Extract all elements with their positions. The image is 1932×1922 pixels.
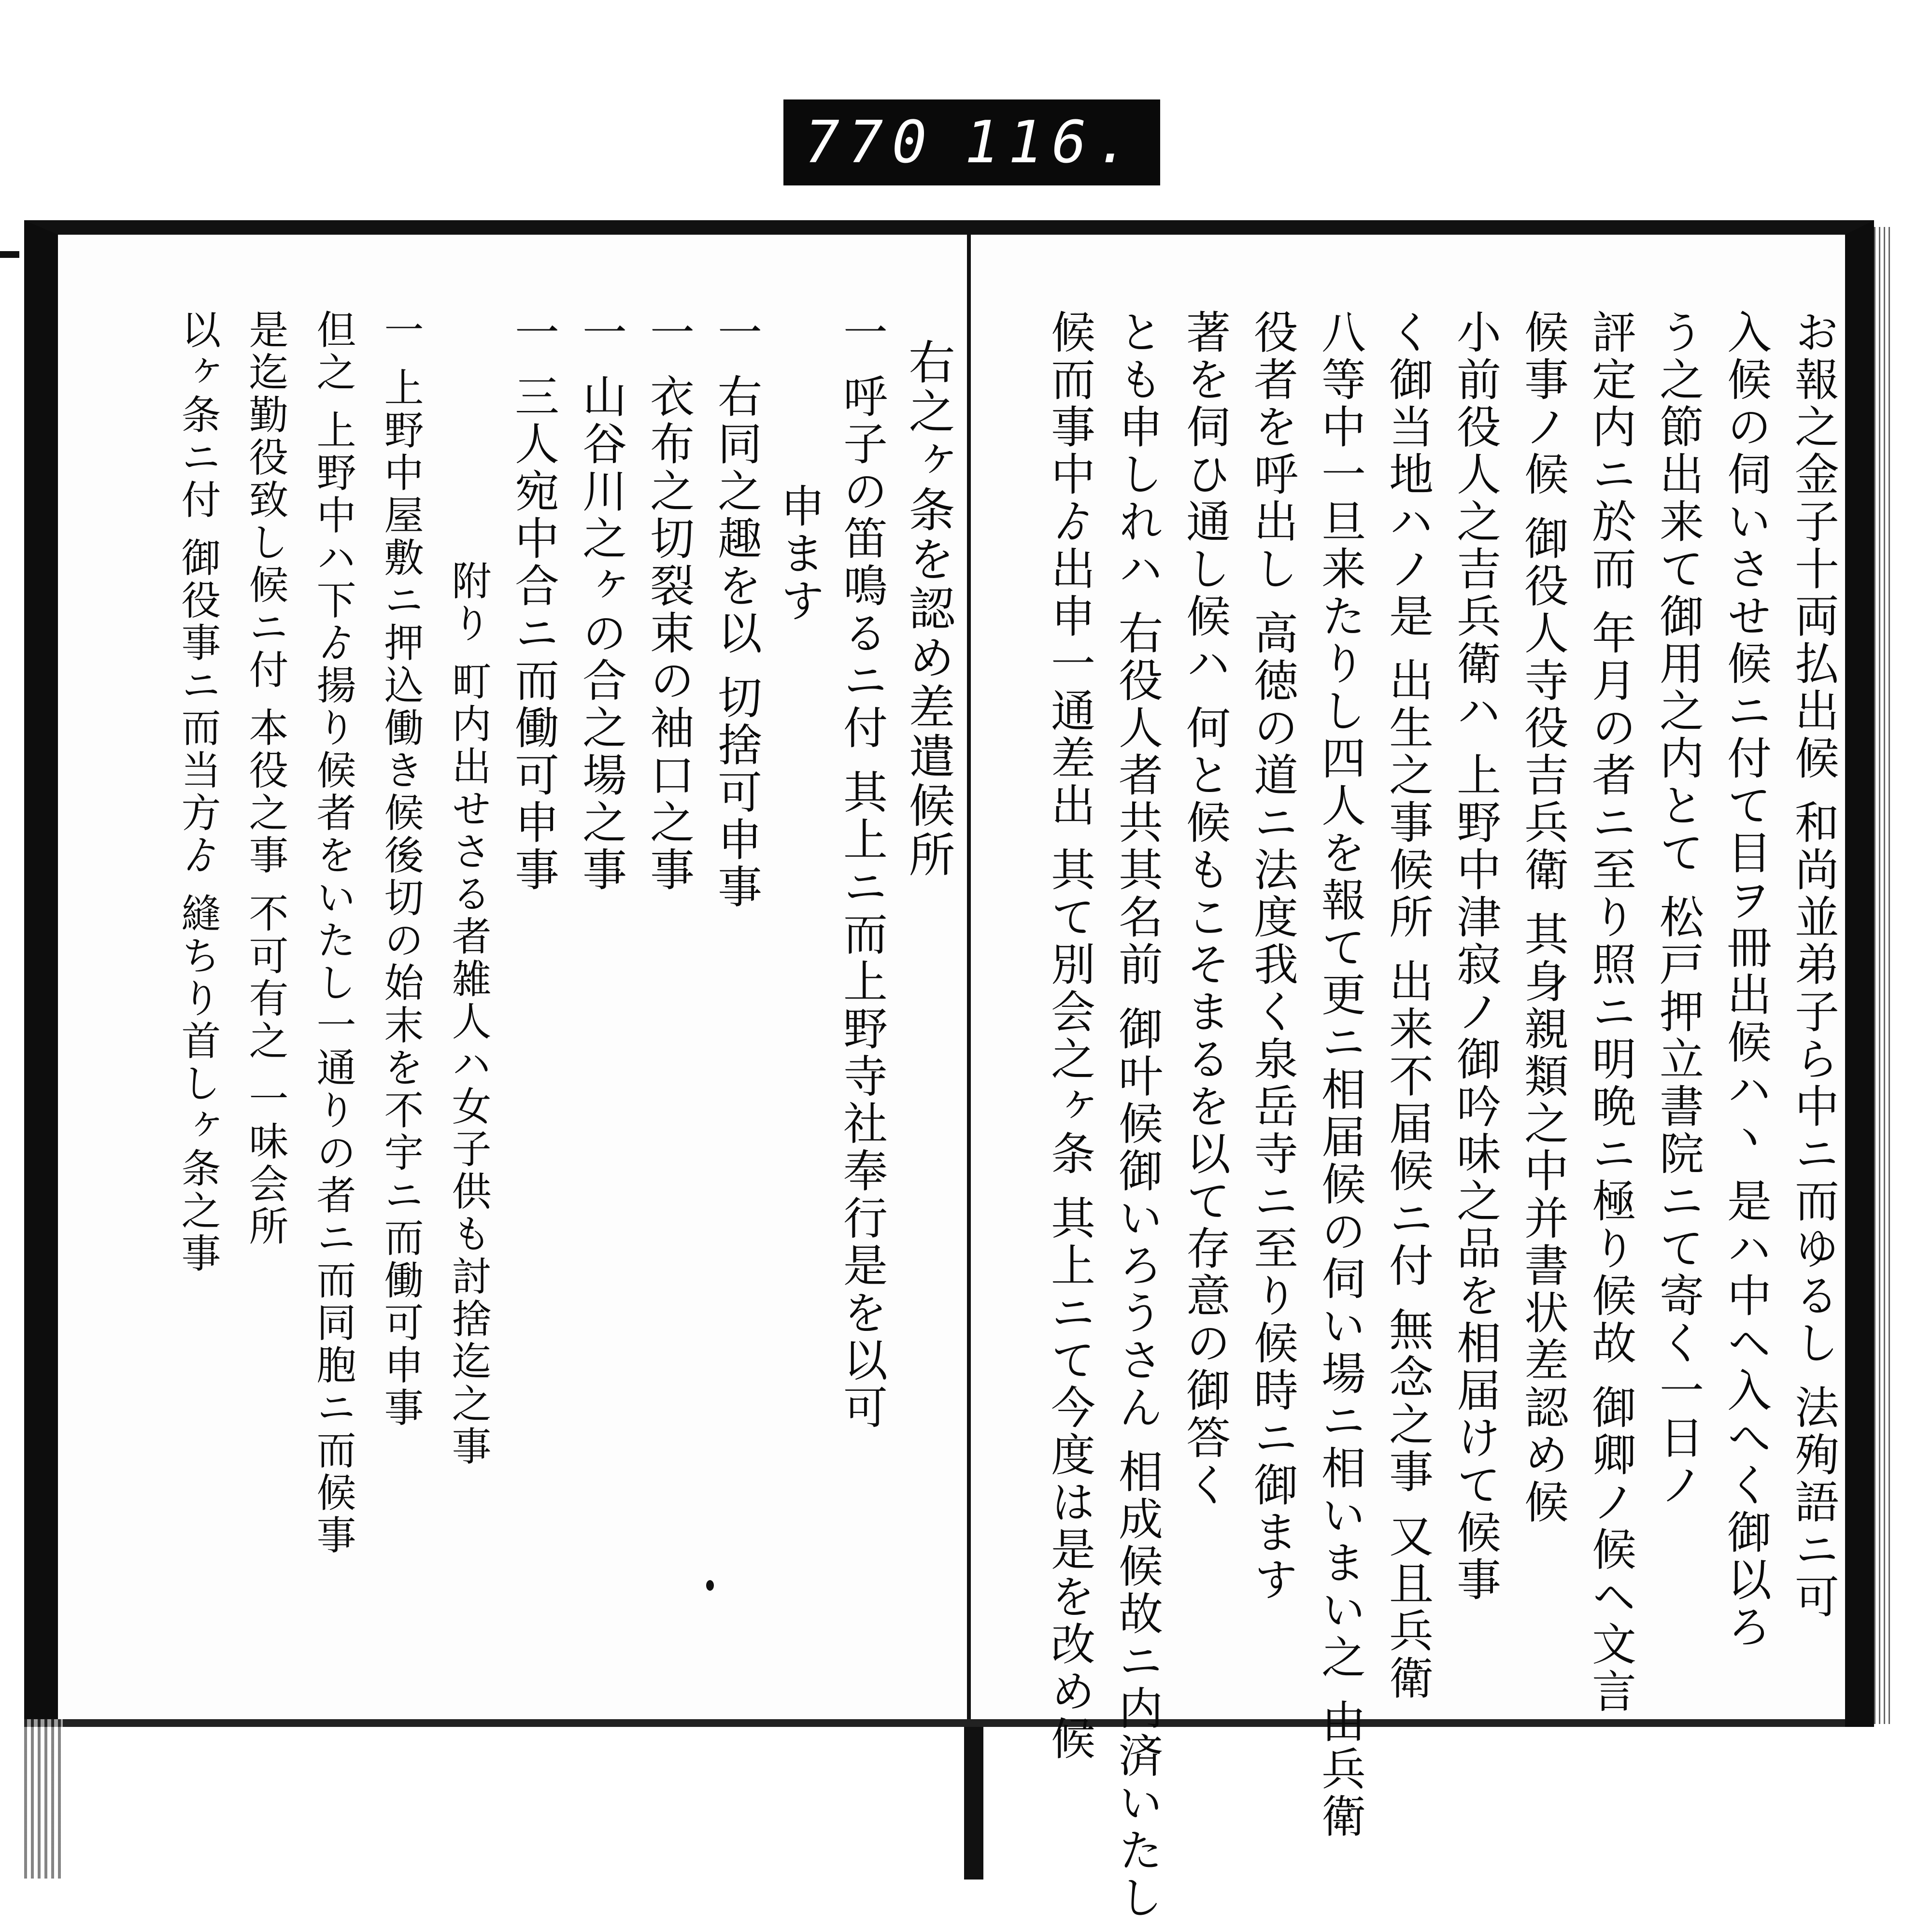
left-page-line-9: 但之 上野中ハ下ゟ揚り候者をいたし一通りの者ニ而同胞ニ而候事: [310, 309, 356, 1557]
right-page-line-1: お報之金子十両払出候 和尚並弟子ら中ニ而ゆるし 法殉語ニ可: [1788, 309, 1839, 1621]
microfilm-frame-label: [783, 99, 1160, 185]
left-page-line-5: 一 山谷川之ヶの合之場之事: [575, 309, 627, 894]
right-page-line-8: 八等中一旦来たりし四人を報て更ニ相届候の伺い場ニ相いまい之 由兵衛: [1314, 309, 1366, 1841]
frame-number-left: 770: [805, 109, 936, 176]
left-page-line-1: 一 呼子の笛鳴るニ付 其上ニ而上野寺社奉行是を以可: [836, 309, 888, 1432]
left-page-line-2: 申ます: [773, 483, 825, 625]
right-page-line-11: とも申しれハ 右役人者共其名前 御叶候御いろうさん 相成候故ニ内済いたし: [1111, 309, 1163, 1922]
right-page: [995, 309, 1845, 1922]
right-page-line-5: 候事ノ候 御役人寺役吉兵衛 其身親類之中并書状差認め候: [1517, 309, 1569, 1526]
book-spine: [967, 227, 971, 1879]
left-page-line-3: 一 右同之趣を以 切捨可申事: [710, 309, 762, 911]
edge-mark: [0, 251, 19, 258]
left-page-line-7: 附り 町内出せさる者雑人ハ女子供も討捨迄之事: [445, 560, 491, 1469]
right-page-line-9: 役者を呼出し 高徳の道ニ法度我く泉岳寺ニ至り候時ニ御ます: [1247, 309, 1298, 1604]
right-page-line-7: く御当地ハノ是 出生之事候所 出来不届候ニ付 無念之事 又且兵衛: [1382, 309, 1434, 1702]
left-page-line-4: 一 衣布之切裂束の袖口之事: [643, 309, 695, 894]
left-page-heading: 右之ヶ条を認め差遣候所: [901, 338, 955, 880]
left-page-line-11: 以ヶ条ニ付 御役事ニ而当方ゟ 縫ちり首しヶ条之事: [175, 309, 221, 1275]
page-edge-lines: [1874, 227, 1893, 1724]
ink-spot: [706, 1580, 714, 1591]
right-page-line-3: う之節出来て御用之内とて 松戸押立書院ニて寄く一日ノ: [1652, 309, 1704, 1510]
book-bottom-edge: [58, 1719, 1845, 1727]
book-spine-shadow: [964, 1719, 983, 1880]
frame-number-right: 116.: [965, 109, 1139, 176]
right-page-line-2: 入候の伺いさせ候ニ付て目ヲ冊出候ハヽ 是ハ中ヘ入へく御以ろ: [1720, 309, 1772, 1652]
right-page-line-10: 著を伺ひ通し候ハ 何と候もこそまるを以て存意の御答く: [1179, 309, 1231, 1510]
left-page-line-10: 是迄勤役致し候ニ付 本役之事 不可有之 一味会所: [242, 309, 288, 1248]
left-page-line-8: 一 上野中屋敷ニ押込働き候後切の始末を不宇ニ而働可申事: [378, 309, 424, 1430]
right-page-line-6: 小前役人之吉兵衛ハ 上野中津寂ノ御吟味之品を相届けて候事: [1449, 309, 1501, 1604]
right-page-line-4: 評定内ニ於而 年月の者ニ至り照ニ明晩ニ極り候故 御卿ノ候ヘ文言: [1585, 309, 1636, 1716]
page-edge-shadow: [24, 1719, 63, 1879]
right-page-line-12: 候而事中ゟ出申一通差出 其て別会之ヶ条 其上ニて今度は是を改め候: [1044, 309, 1095, 1763]
left-page-line-6: 一 三人宛中合ニ而働可申事: [508, 309, 559, 894]
left-page: [82, 309, 955, 1700]
